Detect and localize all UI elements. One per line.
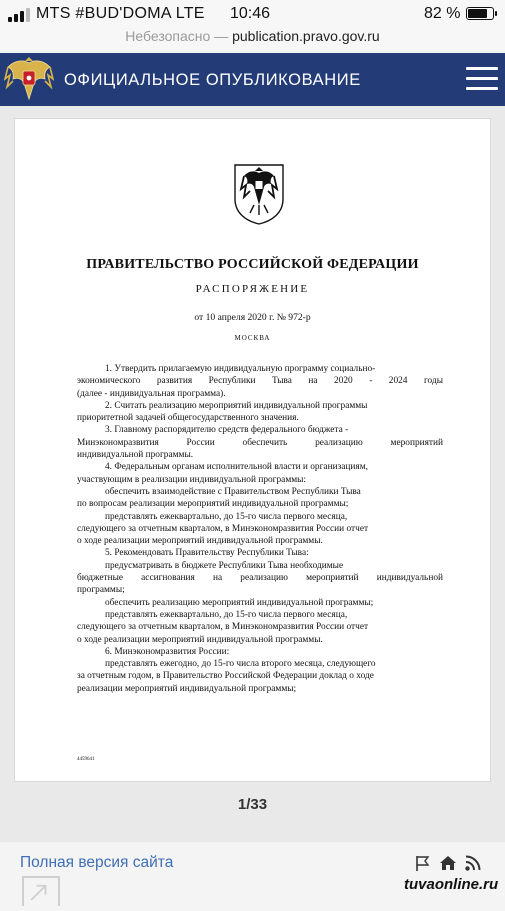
document-line: 4. Федеральным органам исполнительной власти и организациям, xyxy=(105,462,368,473)
rss-icon[interactable] xyxy=(464,854,482,872)
document-issuer: ПРАВИТЕЛЬСТВО РОССИЙСКОЙ ФЕДЕРАЦИИ xyxy=(86,257,419,272)
document-viewer[interactable] xyxy=(0,106,505,842)
document-line: о ходе реализации мероприятий индивидуальной программы. xyxy=(77,536,323,547)
document-line: за отчетным годом, в Правительство Российской Федерации доклад о ходе xyxy=(77,671,374,682)
document-line: представлять ежеквартально, до 15-го числа первого месяца, xyxy=(105,511,348,522)
battery-percent: 82 % xyxy=(424,5,461,22)
document-number: 4459641 xyxy=(77,757,95,762)
watermark-text: tuvaonline.ru xyxy=(404,876,499,893)
url-separator: — xyxy=(214,28,229,44)
site-title: ОФИЦИАЛЬНОЕ ОПУБЛИКОВАНИЕ xyxy=(64,71,361,89)
document-line: Минэкономразвития России обеспечить реализацию мероприятий xyxy=(77,437,443,448)
full-version-link[interactable]: Полная версия сайта xyxy=(20,854,174,871)
document-line: представлять ежеквартально, до 15-го числа первого месяца, xyxy=(105,609,348,620)
insecure-label: Небезопасно xyxy=(125,28,211,44)
document-line: приоритетной задачей общегосударственного значения. xyxy=(77,413,299,424)
document-line: программы; xyxy=(77,585,125,596)
footer-tools xyxy=(414,854,484,872)
hamburger-menu-icon[interactable] xyxy=(466,67,498,91)
clock: 10:46 xyxy=(230,5,271,22)
document-line: представлять ежегодно, до 15-го числа второго месяца, следующего xyxy=(105,659,376,670)
document-line: 6. Минэкономразвития России: xyxy=(105,646,230,657)
document-line: о ходе реализации мероприятий индивидуальной программы. xyxy=(77,634,323,645)
document-line: следующего за отчетным кварталом, в Минэкономразвития России отчет xyxy=(77,523,369,534)
home-icon[interactable] xyxy=(439,854,457,872)
document-city: МОСКВА xyxy=(234,334,271,342)
carrier-label: MTS #BUD'DOMA LTE xyxy=(36,5,205,22)
document-dateline: от 10 апреля 2020 г. № 972-р xyxy=(194,312,311,323)
site-header xyxy=(0,53,505,106)
document-line: 3. Главному распорядителю средств федерального бюджета - xyxy=(105,425,349,436)
document-line: обеспечить реализацию мероприятий индивидуальной программы; xyxy=(105,597,374,608)
address-bar[interactable] xyxy=(0,28,505,50)
document-line: обеспечить взаимодействие с Правительством Республики Тыва xyxy=(105,486,361,497)
double-headed-eagle-emblem-icon[interactable] xyxy=(4,57,54,103)
document-line: реализации мероприятий индивидуальной программы; xyxy=(77,683,297,694)
page-indicator: 1/33 xyxy=(237,796,268,813)
document-line: экономического развития Республики Тыва на 2020 - 2024 годы xyxy=(77,376,443,387)
document-line: бюджетные ассигнования на реализацию мероприятий индивидуальной xyxy=(77,573,443,584)
document-page xyxy=(14,118,491,782)
document-line: (далее - индивидуальная программа). xyxy=(77,388,226,399)
document-line: 1. Утвердить прилагаемую индивидуальную программу социально- xyxy=(105,364,376,374)
cellular-signal-icon xyxy=(8,8,32,22)
battery-icon xyxy=(466,7,494,20)
document-line: 5. Рекомендовать Правительству Республики Тыва: xyxy=(105,548,309,559)
status-bar xyxy=(0,0,505,28)
document-line: предусматривать в бюджете Республики Тыва необходимые xyxy=(105,560,344,571)
document-line: индивидуальной программы. xyxy=(77,450,194,461)
url-domain: publication.pravo.gov.ru xyxy=(232,28,380,44)
expand-icon[interactable] xyxy=(22,876,60,906)
document-line: 2. Считать реализацию мероприятий индивидуальной программы xyxy=(105,400,368,411)
bottom-bar xyxy=(0,842,505,900)
document-body xyxy=(77,363,443,695)
flag-icon[interactable] xyxy=(414,854,432,872)
document-line: по вопросам реализации мероприятий индивидуальной программы; xyxy=(77,499,349,510)
document-type: РАСПОРЯЖЕНИЕ xyxy=(195,283,310,295)
document-line: следующего за отчетным кварталом, в Минэкономразвития России отчет xyxy=(77,622,369,633)
coat-of-arms-icon xyxy=(232,159,286,225)
document-line: участвующим в реализации индивидуальной программы: xyxy=(77,474,307,485)
